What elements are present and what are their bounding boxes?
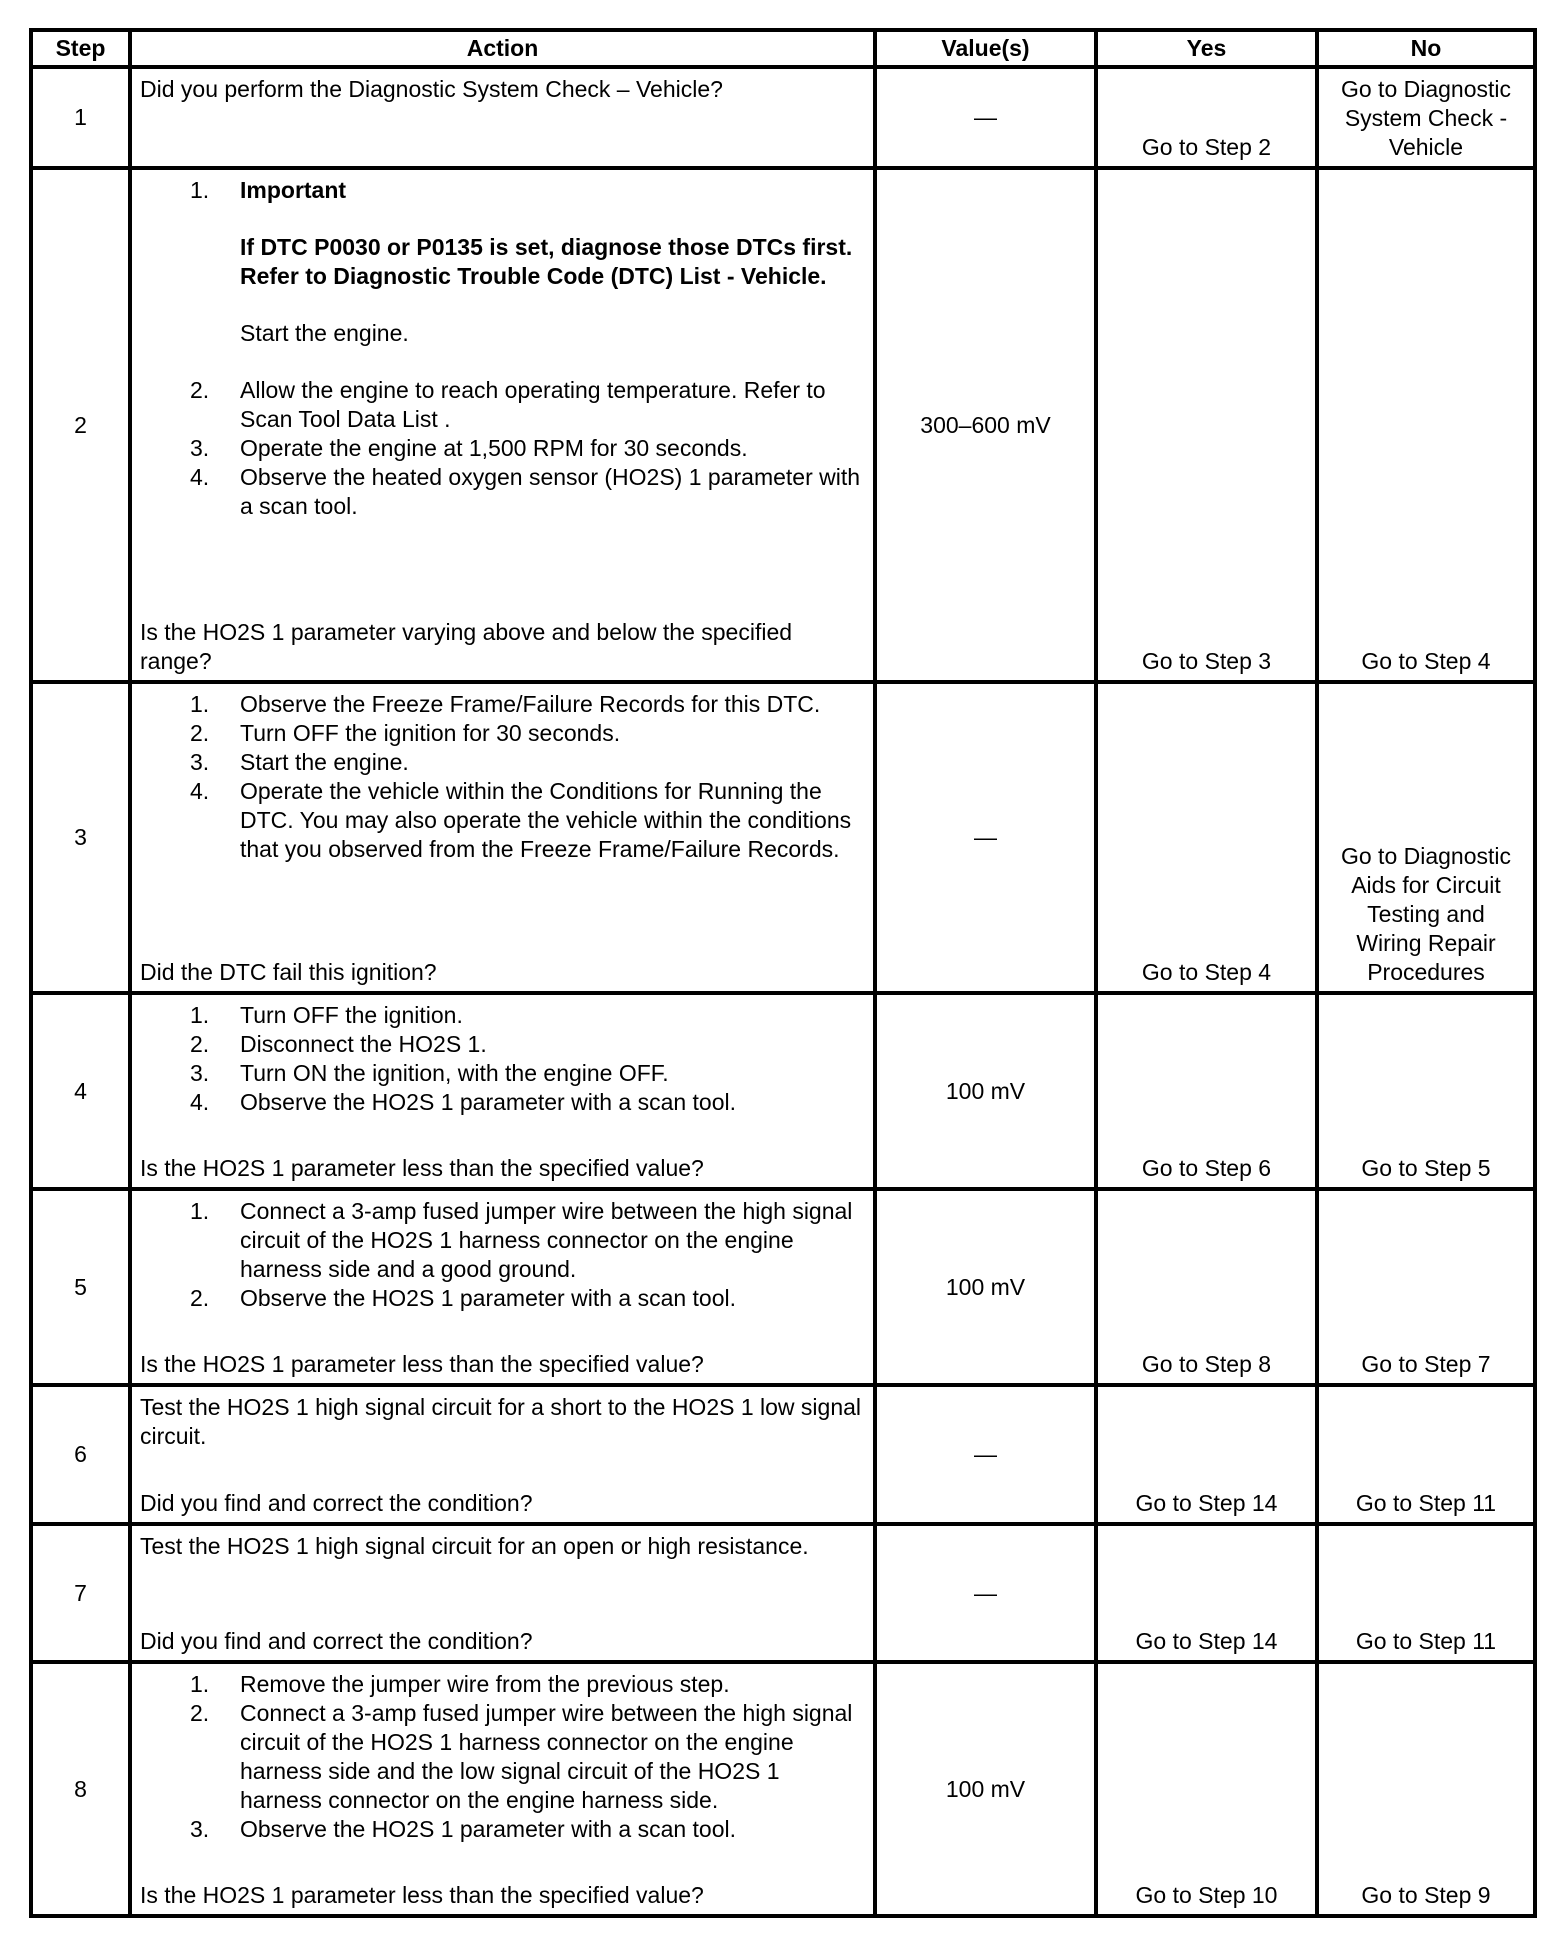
- action-cell: [132, 684, 873, 991]
- no-text: Go to Step 7: [1361, 1351, 1491, 1377]
- question-text: Is the HO2S 1 parameter less than the specified value?: [140, 1882, 704, 1908]
- action-cell: [132, 1664, 873, 1914]
- table-row: [0, 69, 1568, 166]
- question-text: Did you find and correct the condition?: [140, 1490, 533, 1516]
- header-values: Value(s): [941, 35, 1030, 61]
- action-list: [140, 690, 865, 864]
- header-yes: Yes: [1186, 35, 1227, 61]
- no-cell: [1319, 684, 1533, 991]
- value-cell: 100 mV: [945, 1077, 1026, 1104]
- yes-text: Go to Step 14: [1135, 1490, 1278, 1516]
- list-item: 1. Turn OFF the ignition.: [190, 1002, 463, 1028]
- action-text: Test the HO2S 1 high signal circuit for a short to the HO2S 1 low signal circuit.: [140, 1394, 862, 1449]
- table-row: [0, 1526, 1568, 1660]
- list-item: 1. Connect a 3-amp fused jumper wire between the high signal circuit of the HO2S 1 harness connector on the engine harness side and a good ground.: [190, 1198, 853, 1282]
- question-text: Is the HO2S 1 parameter varying above and below the specified range?: [140, 619, 793, 674]
- yes-cell: [1098, 1191, 1315, 1383]
- yes-text: Go to Step 6: [1141, 1155, 1272, 1181]
- list-item: 2. Connect a 3-amp fused jumper wire between the high signal circuit of the HO2S 1 harness connector on the engine harness side and the low signal circuit of the HO2S 1 harness connector on the engine harness side.: [190, 1700, 853, 1813]
- list-item: 3. Start the engine.: [190, 749, 409, 775]
- table-header: [0, 32, 1568, 65]
- no-text-line: Go to Diagnostic: [1340, 76, 1512, 102]
- list-item: 4. Observe the HO2S 1 parameter with a scan tool.: [190, 1089, 737, 1115]
- yes-text: Go to Step 3: [1141, 648, 1272, 674]
- list-item: 3. Turn ON the ignition, with the engine OFF.: [190, 1060, 669, 1086]
- action-cell: [132, 1191, 873, 1383]
- list-item: 2. Disconnect the HO2S 1.: [190, 1031, 487, 1057]
- value-cell: 100 mV: [945, 1775, 1026, 1802]
- no-cell: [1319, 1526, 1533, 1660]
- action-list: [140, 176, 865, 205]
- value-cell: —: [974, 104, 997, 130]
- header-no: No: [1410, 35, 1442, 61]
- action-cell: [132, 995, 873, 1187]
- value-cell: —: [974, 1441, 997, 1467]
- no-text-line: System Check -: [1344, 105, 1508, 131]
- important-note: If DTC P0030 or P0135 is set, diagnose those DTCs first. Refer to Diagnostic Trouble Code (DTC) List - Vehicle.: [240, 234, 853, 289]
- yes-cell: [1098, 995, 1315, 1187]
- header-step: Step: [55, 35, 106, 61]
- table-row: [0, 1664, 1568, 1914]
- table-row: [0, 1191, 1568, 1383]
- action-cell: [132, 1526, 873, 1660]
- action-list: [140, 376, 865, 521]
- no-text: Go to Step 5: [1361, 1155, 1491, 1181]
- yes-cell: [1098, 170, 1315, 680]
- question-text: Did you find and correct the condition?: [140, 1628, 533, 1654]
- yes-cell: [1098, 69, 1315, 166]
- list-item: 1. Observe the Freeze Frame/Failure Records for this DTC.: [190, 691, 821, 717]
- no-text: Go to Step 11: [1355, 1628, 1497, 1654]
- important-label: Important: [240, 177, 347, 203]
- divider: [29, 1914, 1537, 1918]
- step-number: 6: [74, 1441, 87, 1467]
- start-engine-text: Start the engine.: [240, 320, 409, 346]
- value-cell: —: [974, 1579, 997, 1606]
- value-cell: 300–600 mV: [920, 411, 1051, 438]
- table-row: [0, 995, 1568, 1187]
- action-list: [140, 1197, 865, 1313]
- action-text: Test the HO2S 1 high signal circuit for an open or high resistance.: [140, 1533, 809, 1559]
- table-row: [0, 684, 1568, 991]
- value-cell: 100 mV: [945, 1273, 1026, 1300]
- no-text: Go to Step 4: [1361, 648, 1491, 674]
- yes-text: Go to Step 8: [1141, 1351, 1272, 1377]
- step-number: 4: [74, 1077, 87, 1104]
- action-list: [140, 1001, 865, 1117]
- yes-text: Go to Step 2: [1141, 134, 1272, 160]
- no-cell: [1319, 1387, 1533, 1522]
- question-text: Is the HO2S 1 parameter less than the specified value?: [140, 1351, 704, 1377]
- step-number: 1: [74, 104, 87, 130]
- question-text: Is the HO2S 1 parameter less than the specified value?: [140, 1155, 704, 1181]
- no-text-line: Vehicle: [1388, 134, 1464, 160]
- yes-cell: [1098, 1664, 1315, 1914]
- no-text: Go to Step 9: [1361, 1882, 1491, 1908]
- list-item: 3. Observe the HO2S 1 parameter with a scan tool.: [190, 1816, 737, 1842]
- list-item: 3. Operate the engine at 1,500 RPM for 30 seconds.: [190, 435, 748, 461]
- no-text: Go to Step 11: [1355, 1490, 1497, 1516]
- action-cell: [132, 170, 873, 680]
- no-text-line: Go to Diagnostic: [1340, 843, 1512, 869]
- question-text: Did the DTC fail this ignition?: [140, 959, 437, 985]
- list-item: 1. Important: [190, 177, 347, 203]
- list-item: 4. Observe the heated oxygen sensor (HO2S) 1 parameter with a scan tool.: [190, 464, 861, 519]
- no-cell: [1319, 995, 1533, 1187]
- step-number: 7: [74, 1579, 87, 1606]
- list-item: 2. Turn OFF the ignition for 30 seconds.: [190, 720, 621, 746]
- no-text-line: Procedures: [1367, 959, 1485, 985]
- yes-text: Go to Step 10: [1135, 1882, 1278, 1908]
- value-cell: —: [974, 824, 997, 850]
- action-text: Did you perform the Diagnostic System Check – Vehicle?: [140, 76, 723, 102]
- list-item: 1. Remove the jumper wire from the previous step.: [190, 1671, 730, 1697]
- yes-cell: [1098, 1526, 1315, 1660]
- no-text-line: Aids for Circuit: [1351, 872, 1501, 898]
- yes-cell: [1098, 1387, 1315, 1522]
- yes-cell: [1098, 684, 1315, 991]
- no-cell: [1319, 1664, 1533, 1914]
- table-row: [0, 170, 1568, 680]
- list-item: 2. Allow the engine to reach operating temperature. Refer to Scan Tool Data List .: [190, 377, 826, 432]
- action-cell: [132, 1387, 873, 1522]
- table-row: [0, 1387, 1568, 1522]
- yes-text: Go to Step 4: [1141, 959, 1272, 985]
- no-text-line: Wiring Repair: [1356, 930, 1496, 956]
- list-item: 4. Operate the vehicle within the Conditions for Running the DTC. You may also operate the vehicle within the conditions that you observed from the Freeze Frame/Failure Records.: [190, 778, 852, 862]
- step-number: 3: [74, 824, 87, 850]
- step-number: 8: [74, 1775, 87, 1802]
- action-list: [140, 1670, 865, 1844]
- action-cell: [132, 69, 873, 166]
- header-action: Action: [466, 35, 539, 61]
- list-item: 2. Observe the HO2S 1 parameter with a scan tool.: [190, 1285, 737, 1311]
- no-cell: [1319, 170, 1533, 680]
- step-number: 2: [74, 411, 87, 438]
- yes-text: Go to Step 14: [1135, 1628, 1278, 1654]
- no-cell: [1319, 69, 1533, 166]
- no-text-line: Testing and: [1367, 901, 1485, 927]
- step-number: 5: [74, 1273, 87, 1300]
- no-cell: [1319, 1191, 1533, 1383]
